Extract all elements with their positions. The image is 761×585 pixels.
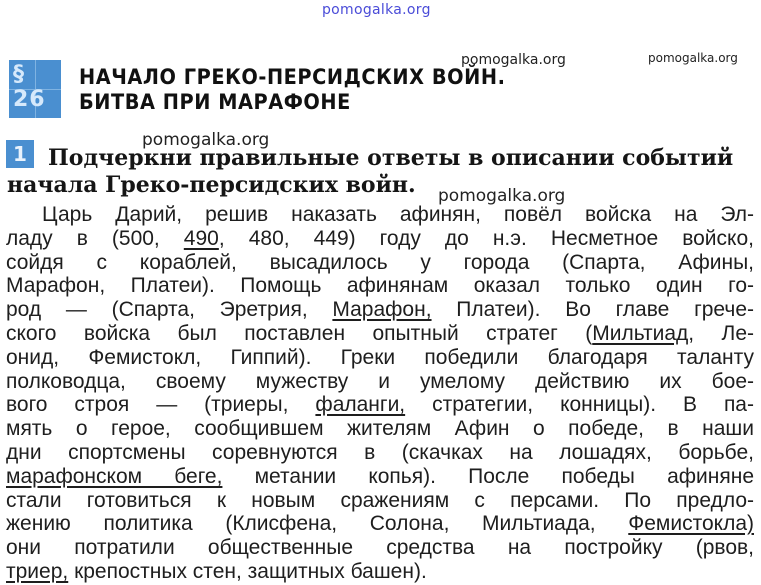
text-line: вого строя — (триеры, фаланги, стратегии, конницы). В па- — [6, 393, 754, 417]
text-line: полководца, своему мужеству и умелому действию их бое- — [6, 369, 754, 393]
text-line: онид, Фемистокл, Гиппий). Греки победили благодаря таланту — [6, 345, 754, 369]
instruction-line: начала Греко-персидских войн. — [7, 172, 416, 198]
text-line: мять о герое, сообщившем жителям Афин о победе, в наши — [6, 417, 754, 441]
underlined-answer: триер, — [6, 559, 69, 583]
text-line: сойдя с кораблей, высадилось у города (Спарта, Афины, — [6, 250, 754, 274]
text-line: ского войска был поставлен опытный стратег (Мильтиад, Ле- — [6, 321, 754, 345]
task-instruction — [7, 145, 761, 199]
watermark: pomogalka.org — [461, 52, 566, 68]
text-line: Царь Дарий, решив наказать афинян, повёл войска на Эл- — [42, 203, 754, 226]
task-text — [6, 203, 754, 584]
text-line: стали готовиться к новым сражениям с персами. По предло- — [6, 488, 754, 512]
instruction-line: Подчеркни правильные ответы в описании событий — [48, 145, 734, 171]
underlined-answer: фаланги, — [315, 393, 406, 417]
watermark: pomogalka.org — [322, 2, 431, 18]
section-number: § 26 — [13, 62, 46, 112]
text-line: они потратили общественные средства на постройку (рвов, — [6, 536, 754, 560]
watermark: pomogalka.org — [648, 51, 738, 65]
text-line: род — (Спарта, Эретрия, Марафон, Платеи). Во главе грече- — [6, 298, 754, 322]
text-line: Марафон, Платеи). Помощь афинянам оказал только один го- — [6, 274, 754, 298]
chapter-title — [79, 65, 505, 115]
underlined-answer: Марафон, — [332, 298, 432, 322]
watermark: pomogalka.org — [438, 186, 566, 206]
underlined-answer: марафонском беге, — [6, 464, 223, 488]
watermark: pomogalka.org — [142, 130, 270, 150]
task-number-badge: 1 — [6, 140, 34, 168]
underlined-answer: 490 — [183, 226, 219, 250]
chapter-title-line: НАЧАЛО ГРЕКО-ПЕРСИДСКИХ ВОЙН. — [79, 65, 506, 89]
section-badge — [9, 60, 61, 118]
underlined-answer: Фемистокла) — [628, 512, 754, 536]
text-line: жению политика (Клисфена, Солона, Мильтиада, Фемистокла) — [6, 512, 754, 536]
chapter-title-line: БИТВА ПРИ МАРАФОНЕ — [79, 90, 351, 114]
text-line: дни спортсмены соревнуются в (скачках на лошадях, борьбе, — [6, 440, 754, 464]
underlined-answer: Мильтиад — [592, 321, 689, 345]
text-line: марафонском беге, метании копья). После победы афиняне — [6, 464, 755, 488]
text-line: триер, крепостных стен, защитных башен). — [6, 559, 427, 583]
text-line: ладу в (500, 490, 480, 449) году до н.э. Несметное войско, — [6, 226, 754, 250]
